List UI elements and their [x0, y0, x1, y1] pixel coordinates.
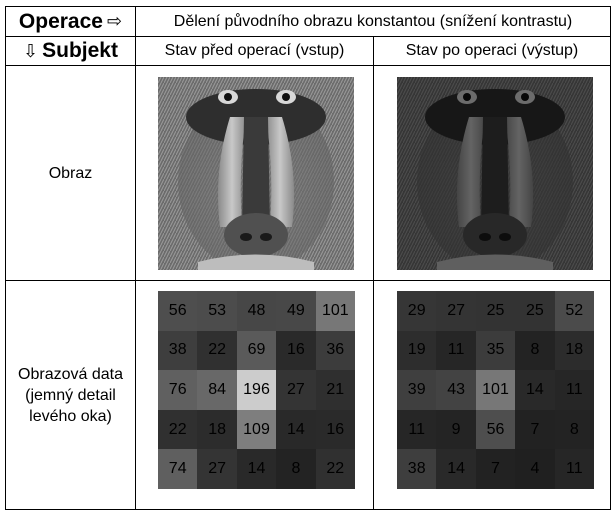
pixel-cell: 25: [515, 291, 554, 331]
pixel-cell: 14: [276, 410, 315, 450]
pixel-cell: 22: [158, 410, 197, 450]
pixel-cell: 7: [515, 410, 554, 450]
pixel-cell: 56: [158, 291, 197, 331]
row-label-image: Obraz: [48, 164, 93, 182]
pixel-cell: 11: [397, 410, 436, 450]
pixel-cell: 38: [158, 331, 197, 371]
pixel-cell: 16: [276, 331, 315, 371]
operation-label: Operace: [18, 9, 103, 33]
pixel-cell: 109: [237, 410, 276, 450]
subject-header-cell: [6, 37, 135, 65]
pixel-matrix-before: [158, 291, 355, 489]
pixel-cell: 19: [397, 331, 436, 371]
pixel-cell: 22: [197, 331, 236, 371]
pixel-cell: 18: [197, 410, 236, 450]
operation-description: Dělení původního obrazu konstantou (snížení kontrastu): [173, 12, 573, 30]
right-arrow-icon: ⇨: [106, 11, 123, 31]
row-label-image-data: Obrazová data (jemný detail levého oka): [18, 365, 123, 425]
pixel-cell: 16: [316, 410, 355, 450]
pixel-cell: 11: [555, 449, 594, 489]
pixel-cell: 101: [316, 291, 355, 331]
pixel-cell: 76: [158, 370, 197, 410]
pixel-cell: 43: [436, 370, 475, 410]
pixel-cell: 18: [555, 331, 594, 371]
pixel-cell: 49: [276, 291, 315, 331]
pixel-cell: 74: [158, 449, 197, 489]
pixel-matrix-after: [397, 291, 594, 489]
pixel-cell: 35: [476, 331, 515, 371]
pixel-cell: 29: [397, 291, 436, 331]
pixel-cell: 53: [197, 291, 236, 331]
pixel-cell: 52: [555, 291, 594, 331]
pixel-cell: 9: [436, 410, 475, 450]
pixel-cell: 21: [316, 370, 355, 410]
pixel-cell: 22: [316, 449, 355, 489]
pixel-cell: 39: [397, 370, 436, 410]
pixel-cell: 69: [237, 331, 276, 371]
subject-label: Subjekt: [42, 39, 118, 62]
pixel-cell: 27: [436, 291, 475, 331]
pixel-cell: 11: [555, 370, 594, 410]
pixel-cell: 14: [515, 370, 554, 410]
pixel-cell: 14: [436, 449, 475, 489]
pixel-cell: 8: [555, 410, 594, 450]
comparison-table: [5, 6, 611, 510]
down-arrow-icon: ⇩: [23, 40, 39, 61]
pixel-cell: 196: [237, 370, 276, 410]
pixel-cell: 14: [237, 449, 276, 489]
column-header-after: Stav po operaci (výstup): [405, 42, 579, 59]
mandrill-photo-before: [158, 77, 354, 270]
pixel-cell: 27: [197, 449, 236, 489]
pixel-cell: 84: [197, 370, 236, 410]
pixel-cell: 48: [237, 291, 276, 331]
pixel-cell: 56: [476, 410, 515, 450]
pixel-cell: 101: [476, 370, 515, 410]
column-header-before: Stav před operací (vstup): [164, 42, 345, 59]
pixel-cell: 25: [476, 291, 515, 331]
column-divider: [373, 36, 374, 509]
pixel-cell: 7: [476, 449, 515, 489]
pixel-cell: 27: [276, 370, 315, 410]
pixel-cell: 8: [515, 331, 554, 371]
column-divider: [135, 36, 136, 509]
pixel-cell: 11: [436, 331, 475, 371]
pixel-cell: 38: [397, 449, 436, 489]
pixel-cell: 8: [276, 449, 315, 489]
pixel-cell: 4: [515, 449, 554, 489]
mandrill-photo-after: [397, 77, 593, 270]
operation-header-cell: [6, 7, 135, 36]
pixel-cell: 36: [316, 331, 355, 371]
